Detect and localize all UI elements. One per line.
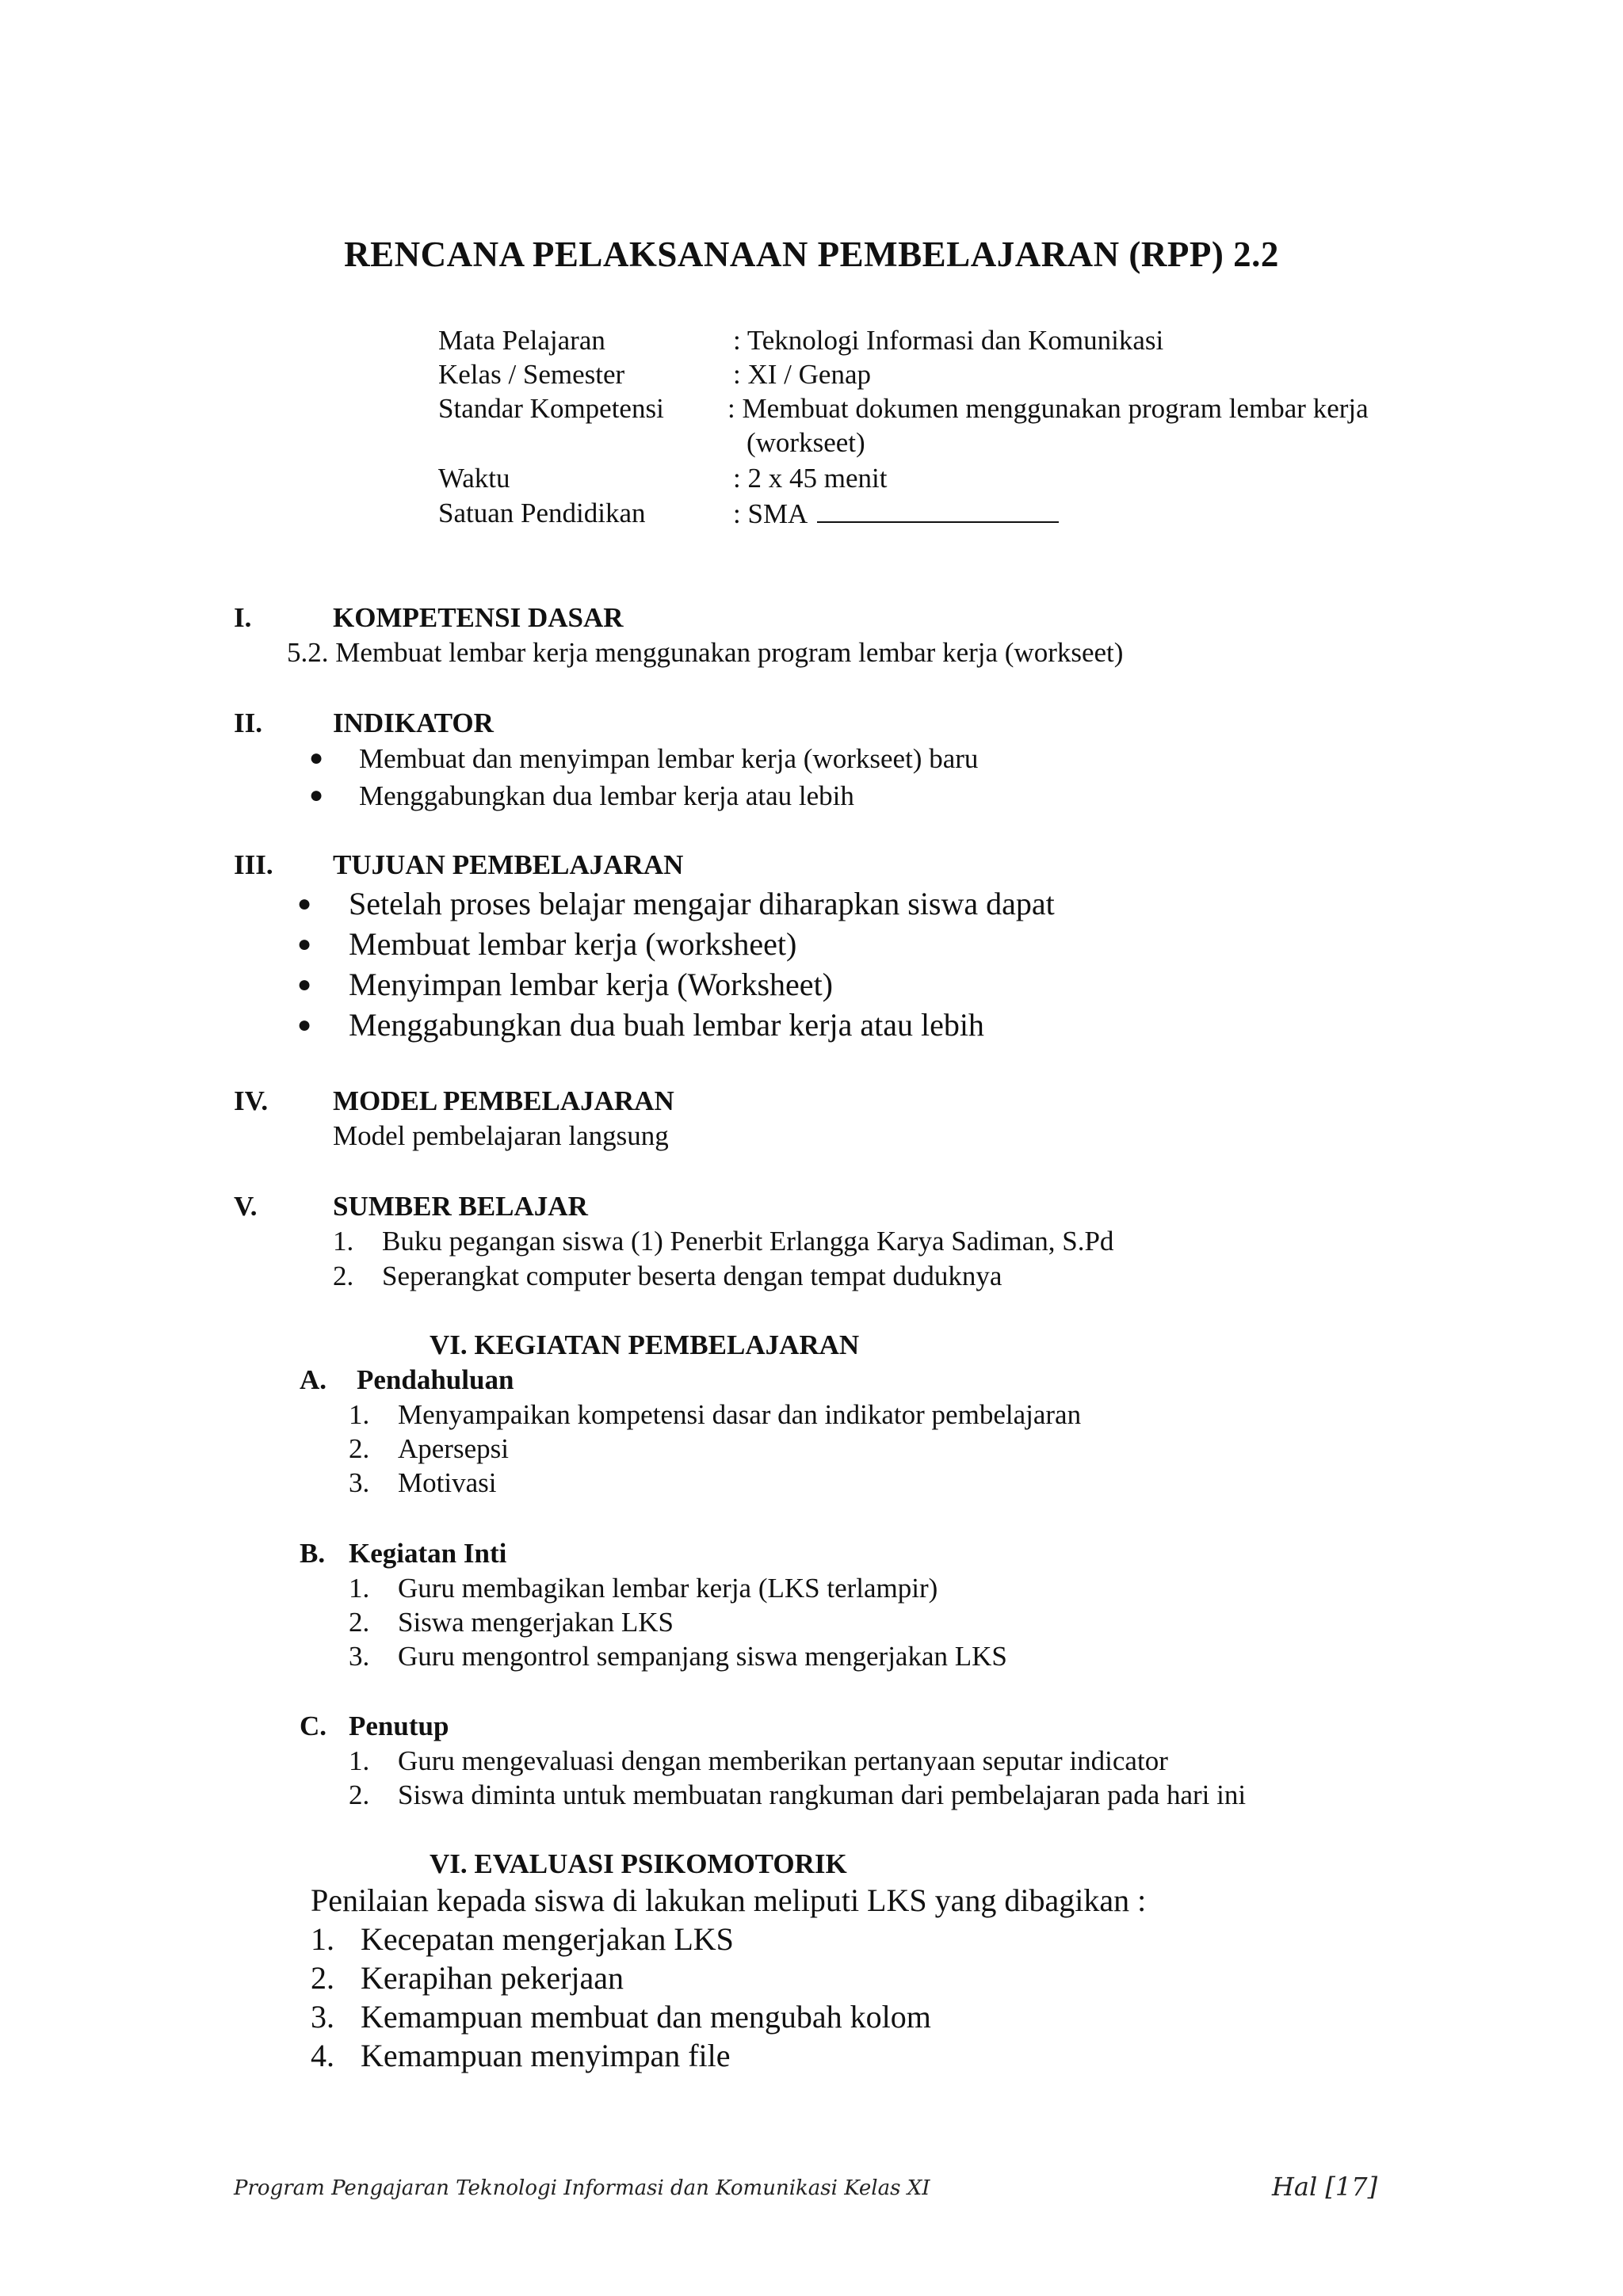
section-7-heading: VI. EVALUASI PSIKOMOTORIK: [430, 1848, 847, 1879]
part-a-item: Apersepsi: [398, 1433, 509, 1464]
list-number: 2.: [311, 1960, 334, 1996]
section-4-text: Model pembelajaran langsung: [333, 1120, 669, 1151]
list-number: 1.: [349, 1745, 370, 1776]
list-number: 3.: [349, 1467, 370, 1498]
list-number: 3.: [311, 1999, 334, 2035]
bullet-icon: ●: [297, 971, 312, 997]
section-2-number: II.: [234, 707, 262, 738]
part-c-item: Siswa diminta untuk membuatan rangkuman dari pembelajaran pada hari ini: [398, 1779, 1247, 1810]
part-c-title: Penutup: [349, 1711, 449, 1741]
bullet-icon: ●: [297, 931, 312, 957]
list-number: 3.: [349, 1641, 370, 1672]
info-value-kelas-semester: : XI / Genap: [733, 359, 871, 390]
part-b-title: Kegiatan Inti: [349, 1538, 507, 1569]
info-label-waktu: Waktu: [438, 463, 510, 494]
part-a-item: Menyampaikan kompetensi dasar dan indikator pembelajaran: [398, 1399, 1082, 1430]
info-value-mata-pelajaran: : Teknologi Informasi dan Komunikasi: [733, 325, 1164, 356]
section-7-intro: Penilaian kepada siswa di lakukan meliputi LKS yang dibagikan :: [311, 1882, 1147, 1918]
info-label-mata-pelajaran: Mata Pelajaran: [438, 325, 605, 356]
part-b-item: Siswa mengerjakan LKS: [398, 1607, 674, 1638]
section-3-item: Setelah proses belajar mengajar diharapkan siswa dapat: [349, 886, 1055, 921]
list-number: 4.: [311, 2038, 334, 2073]
section-5-number: V.: [234, 1191, 258, 1222]
section-1-number: I.: [234, 602, 252, 633]
section-3-title: TUJUAN PEMBELAJARAN: [333, 849, 684, 880]
section-5-item: Buku pegangan siswa (1) Penerbit Erlangga Karya Sadiman, S.Pd: [382, 1226, 1114, 1257]
footer-left: Program Pengajaran Teknologi Informasi dan Komunikasi Kelas XI: [234, 2176, 930, 2200]
list-number: 1.: [311, 1921, 334, 1957]
section-4-title: MODEL PEMBELAJARAN: [333, 1085, 674, 1116]
bullet-icon: ●: [309, 745, 324, 771]
part-b-letter: B.: [300, 1538, 326, 1569]
section-6-heading: VI. KEGIATAN PEMBELAJARAN: [430, 1329, 860, 1360]
section-3-number: III.: [234, 849, 273, 880]
section-7-item: Kemampuan menyimpan file: [361, 2038, 731, 2073]
section-3-item: Menyimpan lembar kerja (Worksheet): [349, 967, 833, 1002]
info-value-standar-kompetensi-line2: (workseet): [747, 427, 865, 458]
section-3-item: Menggabungkan dua buah lembar kerja atau lebih: [349, 1007, 984, 1043]
part-b-item: Guru mengontrol sempanjang siswa mengerjakan LKS: [398, 1641, 1007, 1672]
info-label-standar-kompetensi: Standar Kompetensi: [438, 393, 664, 424]
footer-page-number: Hal [17]: [1272, 2172, 1378, 2202]
info-label-kelas-semester: Kelas / Semester: [438, 359, 625, 390]
list-number: 1.: [333, 1226, 354, 1257]
list-number: 2.: [349, 1433, 370, 1464]
info-value-waktu: : 2 x 45 menit: [733, 463, 888, 494]
part-a-title: Pendahuluan: [357, 1364, 514, 1395]
document-title: RENCANA PELAKSANAAN PEMBELAJARAN (RPP) 2.2: [344, 235, 1279, 274]
info-value-satuan-pendidikan: [733, 498, 1059, 530]
blank-underline: [817, 498, 1059, 523]
list-number: 1.: [349, 1573, 370, 1604]
section-5-title: SUMBER BELAJAR: [333, 1191, 588, 1222]
section-2-title: INDIKATOR: [333, 707, 494, 738]
list-number: 2.: [333, 1261, 354, 1291]
list-number: 2.: [349, 1779, 370, 1810]
info-value-standar-kompetensi: : Membuat dokumen menggunakan program lembar kerja: [727, 393, 1369, 424]
section-1-text: 5.2. Membuat lembar kerja menggunakan program lembar kerja (workseet): [287, 637, 1124, 668]
section-5-item: Seperangkat computer beserta dengan tempat duduknya: [382, 1261, 1002, 1291]
section-1-title: KOMPETENSI DASAR: [333, 602, 624, 633]
section-4-number: IV.: [234, 1085, 269, 1116]
part-a-letter: A.: [300, 1364, 327, 1395]
section-2-item: Membuat dan menyimpan lembar kerja (workseet) baru: [359, 743, 979, 774]
list-number: 1.: [349, 1399, 370, 1430]
bullet-icon: ●: [297, 1012, 312, 1038]
part-a-item: Motivasi: [398, 1467, 497, 1498]
satuan-pendidikan-text: : SMA: [733, 498, 808, 529]
bullet-icon: ●: [309, 782, 324, 808]
section-7-item: Kerapihan pekerjaan: [361, 1960, 624, 1996]
part-c-letter: C.: [300, 1711, 327, 1741]
bullet-icon: ●: [297, 891, 312, 917]
part-c-item: Guru mengevaluasi dengan memberikan pertanyaan seputar indicator: [398, 1745, 1168, 1776]
section-2-item: Menggabungkan dua lembar kerja atau lebih: [359, 780, 854, 811]
section-7-item: Kemampuan membuat dan mengubah kolom: [361, 1999, 931, 2035]
list-number: 2.: [349, 1607, 370, 1638]
section-3-item: Membuat lembar kerja (worksheet): [349, 926, 797, 962]
part-b-item: Guru membagikan lembar kerja (LKS terlampir): [398, 1573, 938, 1604]
section-7-item: Kecepatan mengerjakan LKS: [361, 1921, 734, 1957]
info-label-satuan-pendidikan: Satuan Pendidikan: [438, 498, 646, 528]
